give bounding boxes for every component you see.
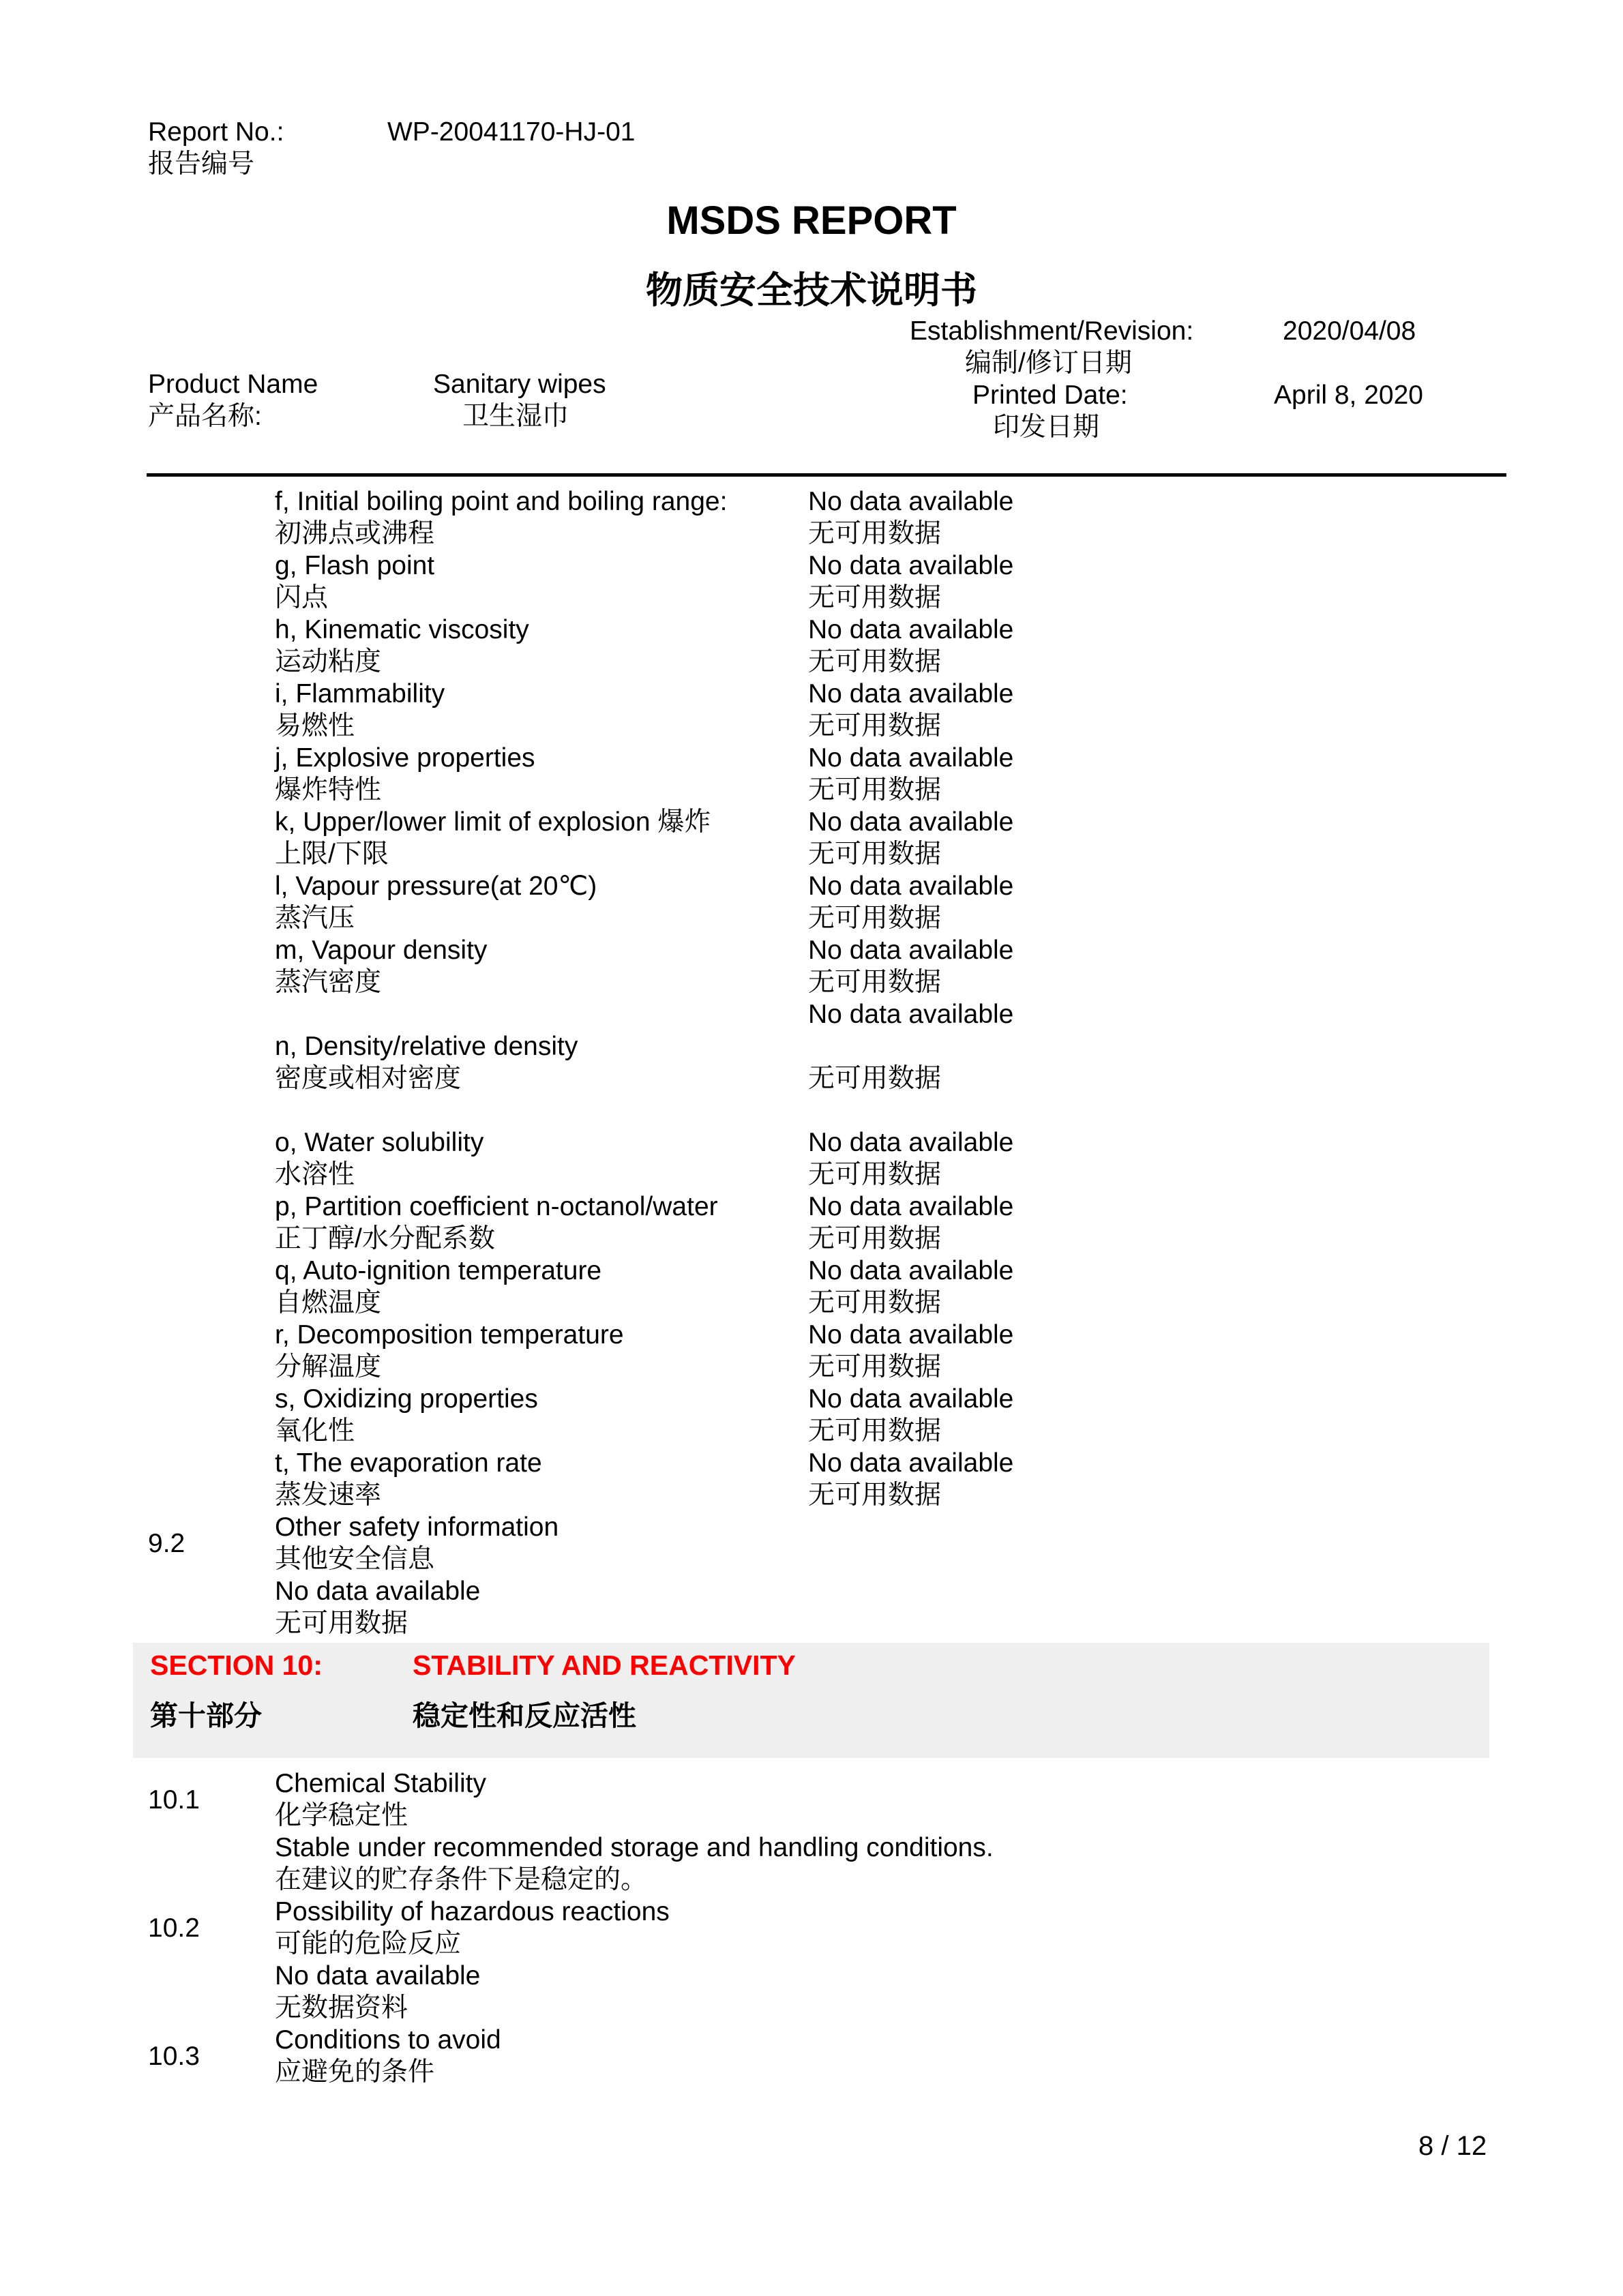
property-row xyxy=(275,1094,1509,1127)
section-10-number-en: SECTION 10: xyxy=(150,1650,323,1681)
property-label: 分解温度 xyxy=(275,1352,382,1382)
property-value: 无可用数据 xyxy=(808,1224,942,1253)
property-value: No data available xyxy=(808,871,1014,901)
section-10-2-block xyxy=(148,1896,670,2024)
property-value: No data available xyxy=(808,1192,1014,1221)
property-label: h, Kinematic viscosity xyxy=(275,615,529,644)
document-title-en: MSDS REPORT xyxy=(666,198,957,243)
property-row xyxy=(275,1223,1509,1255)
properties-table xyxy=(275,486,1509,1511)
section-10-1-line: 在建议的贮存条件下是稳定的。 xyxy=(275,1865,648,1894)
section-10-1-block xyxy=(148,1768,994,1896)
section-10-2-line: Possibility of hazardous reactions xyxy=(275,1897,670,1926)
page-number: 8 / 12 xyxy=(1418,2131,1487,2161)
property-row xyxy=(275,1479,1509,1511)
section-10-3-line: 应避免的条件 xyxy=(275,2057,435,2087)
property-label: j, Explosive properties xyxy=(275,743,535,773)
property-value: No data available xyxy=(808,936,1014,965)
property-row xyxy=(275,582,1509,614)
property-label: l, Vapour pressure(at 20℃) xyxy=(275,871,597,901)
property-value: 无可用数据 xyxy=(808,1480,942,1510)
property-row xyxy=(275,1415,1509,1447)
document-title-zh: 物质安全技术说明书 xyxy=(646,270,977,311)
establishment-date: 2020/04/08 xyxy=(1283,316,1416,346)
property-value: 无可用数据 xyxy=(808,1352,942,1382)
property-label: o, Water solubility xyxy=(275,1128,484,1157)
property-row xyxy=(275,1030,1509,1062)
property-label: r, Decomposition temperature xyxy=(275,1320,624,1350)
section-9-2-block xyxy=(148,1511,559,1639)
property-value: No data available xyxy=(808,1000,1014,1029)
property-value xyxy=(808,1094,1509,1127)
property-label: 密度或相对密度 xyxy=(275,1064,462,1093)
property-value: No data available xyxy=(808,807,1014,837)
property-row xyxy=(275,646,1509,678)
property-value: No data available xyxy=(808,1128,1014,1157)
property-value: 无可用数据 xyxy=(808,1160,942,1189)
property-label: 自燃温度 xyxy=(275,1288,382,1317)
property-row xyxy=(275,742,1509,774)
property-row xyxy=(275,1319,1509,1351)
printed-date-label-en: Printed Date: xyxy=(972,381,1128,410)
report-no-row-zh xyxy=(0,148,1623,180)
property-value: 无可用数据 xyxy=(808,711,942,741)
establishment-label-zh: 编制/修订日期 xyxy=(965,348,1132,378)
property-row xyxy=(275,550,1509,582)
property-row xyxy=(275,1447,1509,1479)
section-10-3-line: Conditions to avoid xyxy=(275,2025,501,2055)
property-label: 正丁醇/水分配系数 xyxy=(275,1224,495,1253)
property-row xyxy=(275,934,1509,966)
property-row xyxy=(275,902,1509,934)
property-value: No data available xyxy=(808,1448,1014,1478)
property-label: i, Flammability xyxy=(275,679,445,709)
section-10-number-zh: 第十部分 xyxy=(150,1700,262,1731)
property-label: 易燃性 xyxy=(275,711,355,741)
property-label: n, Density/relative density xyxy=(275,1032,578,1061)
property-value: No data available xyxy=(808,551,1014,580)
property-row xyxy=(275,678,1509,710)
property-row xyxy=(275,1383,1509,1415)
property-label: 蒸发速率 xyxy=(275,1480,382,1510)
printed-date-value: April 8, 2020 xyxy=(1274,381,1423,410)
property-label: 闪点 xyxy=(275,583,329,612)
property-row xyxy=(275,1255,1509,1287)
property-value: 无可用数据 xyxy=(808,647,942,676)
report-no-row xyxy=(0,116,1623,148)
product-name-label-zh: 产品名称: xyxy=(148,402,262,431)
property-row xyxy=(275,1127,1509,1159)
property-value: No data available xyxy=(808,1256,1014,1285)
property-row xyxy=(275,870,1509,902)
property-label: p, Partition coefficient n-octanol/water xyxy=(275,1192,718,1221)
section-10-2-line: 无数据资料 xyxy=(275,1993,408,2023)
property-value: 无可用数据 xyxy=(808,1288,942,1317)
property-label: 蒸汽压 xyxy=(275,904,355,933)
section-9-2-line: No data available xyxy=(275,1577,481,1606)
section-10-1-number: 10.1 xyxy=(148,1785,200,1815)
section-10-heading-en xyxy=(150,1648,796,1682)
section-10-2-line: 可能的危险反应 xyxy=(275,1929,462,1958)
report-no-value: WP-20041170-HJ-01 xyxy=(387,117,636,147)
property-label: s, Oxidizing properties xyxy=(275,1384,538,1414)
report-no-label-en: Report No.: xyxy=(148,117,284,147)
section-9-2-line: Other safety information xyxy=(275,1512,559,1542)
property-row xyxy=(275,1062,1509,1094)
printed-date-row-zh xyxy=(0,411,1623,443)
section-10-1-line: 化学稳定性 xyxy=(275,1801,408,1830)
product-name-value-zh: 卫生湿巾 xyxy=(462,402,569,431)
property-row xyxy=(275,774,1509,806)
section-10-heading-zh xyxy=(150,1699,636,1733)
property-row xyxy=(275,1351,1509,1383)
property-label: f, Initial boiling point and boiling range: xyxy=(275,487,728,516)
section-10-banner xyxy=(133,1643,1489,1758)
property-label: 蒸汽密度 xyxy=(275,968,382,997)
product-name-value-en: Sanitary wipes xyxy=(433,370,606,399)
property-label: 运动粘度 xyxy=(275,647,382,676)
property-value: No data available xyxy=(808,679,1014,709)
property-value: No data available xyxy=(808,1384,1014,1414)
property-row xyxy=(275,838,1509,870)
property-row xyxy=(275,1159,1509,1191)
header-divider-rule xyxy=(147,473,1506,477)
establishment-row xyxy=(0,315,1623,347)
property-label: m, Vapour density xyxy=(275,936,488,965)
section-10-title-en: STABILITY AND REACTIVITY xyxy=(413,1650,796,1681)
section-9-2-number: 9.2 xyxy=(148,1529,185,1558)
property-value xyxy=(808,1030,1509,1062)
property-value: 无可用数据 xyxy=(808,1416,942,1446)
property-label: 水溶性 xyxy=(275,1160,355,1189)
property-label xyxy=(275,1094,808,1127)
property-label: t, The evaporation rate xyxy=(275,1448,542,1478)
property-label: 爆炸特性 xyxy=(275,775,382,805)
property-row xyxy=(275,1191,1509,1223)
property-row xyxy=(275,710,1509,742)
property-row xyxy=(275,806,1509,838)
property-row xyxy=(275,1287,1509,1319)
section-10-1-line: Stable under recommended storage and handling conditions. xyxy=(275,1833,994,1862)
property-label: 氧化性 xyxy=(275,1416,355,1446)
section-10-1-line: Chemical Stability xyxy=(275,1769,486,1798)
property-row xyxy=(275,614,1509,646)
property-label: q, Auto-ignition temperature xyxy=(275,1256,602,1285)
property-label xyxy=(275,998,808,1030)
section-9-2-line: 其他安全信息 xyxy=(275,1545,435,1574)
property-value: No data available xyxy=(808,1320,1014,1350)
section-10-3-block xyxy=(148,2024,501,2088)
establishment-label-en: Establishment/Revision: xyxy=(910,316,1194,346)
property-value: 无可用数据 xyxy=(808,904,942,933)
property-value: 无可用数据 xyxy=(808,968,942,997)
property-row xyxy=(275,998,1509,1030)
property-label: g, Flash point xyxy=(275,551,435,580)
property-row xyxy=(275,486,1509,518)
property-value: No data available xyxy=(808,487,1014,516)
section-9-2-line: 无可用数据 xyxy=(275,1609,408,1638)
report-no-label-zh: 报告编号 xyxy=(148,149,255,179)
property-value: 无可用数据 xyxy=(808,775,942,805)
property-value: No data available xyxy=(808,743,1014,773)
property-value: 无可用数据 xyxy=(808,839,942,869)
property-label: 上限/下限 xyxy=(275,839,389,869)
section-10-title-zh: 稳定性和反应活性 xyxy=(413,1700,636,1731)
property-label: 初沸点或沸程 xyxy=(275,519,435,548)
property-row xyxy=(275,518,1509,550)
property-value: 无可用数据 xyxy=(808,519,942,548)
printed-date-label-zh: 印发日期 xyxy=(993,413,1100,442)
property-label: k, Upper/lower limit of explosion 爆炸 xyxy=(275,807,711,837)
property-value: No data available xyxy=(808,615,1014,644)
section-10-3-number: 10.3 xyxy=(148,2042,200,2071)
section-10-2-number: 10.2 xyxy=(148,1913,200,1943)
product-name-label-en: Product Name xyxy=(148,370,318,399)
property-value: 无可用数据 xyxy=(808,583,942,612)
property-value: 无可用数据 xyxy=(808,1064,942,1093)
property-row xyxy=(275,966,1509,998)
section-10-2-line: No data available xyxy=(275,1961,481,1991)
